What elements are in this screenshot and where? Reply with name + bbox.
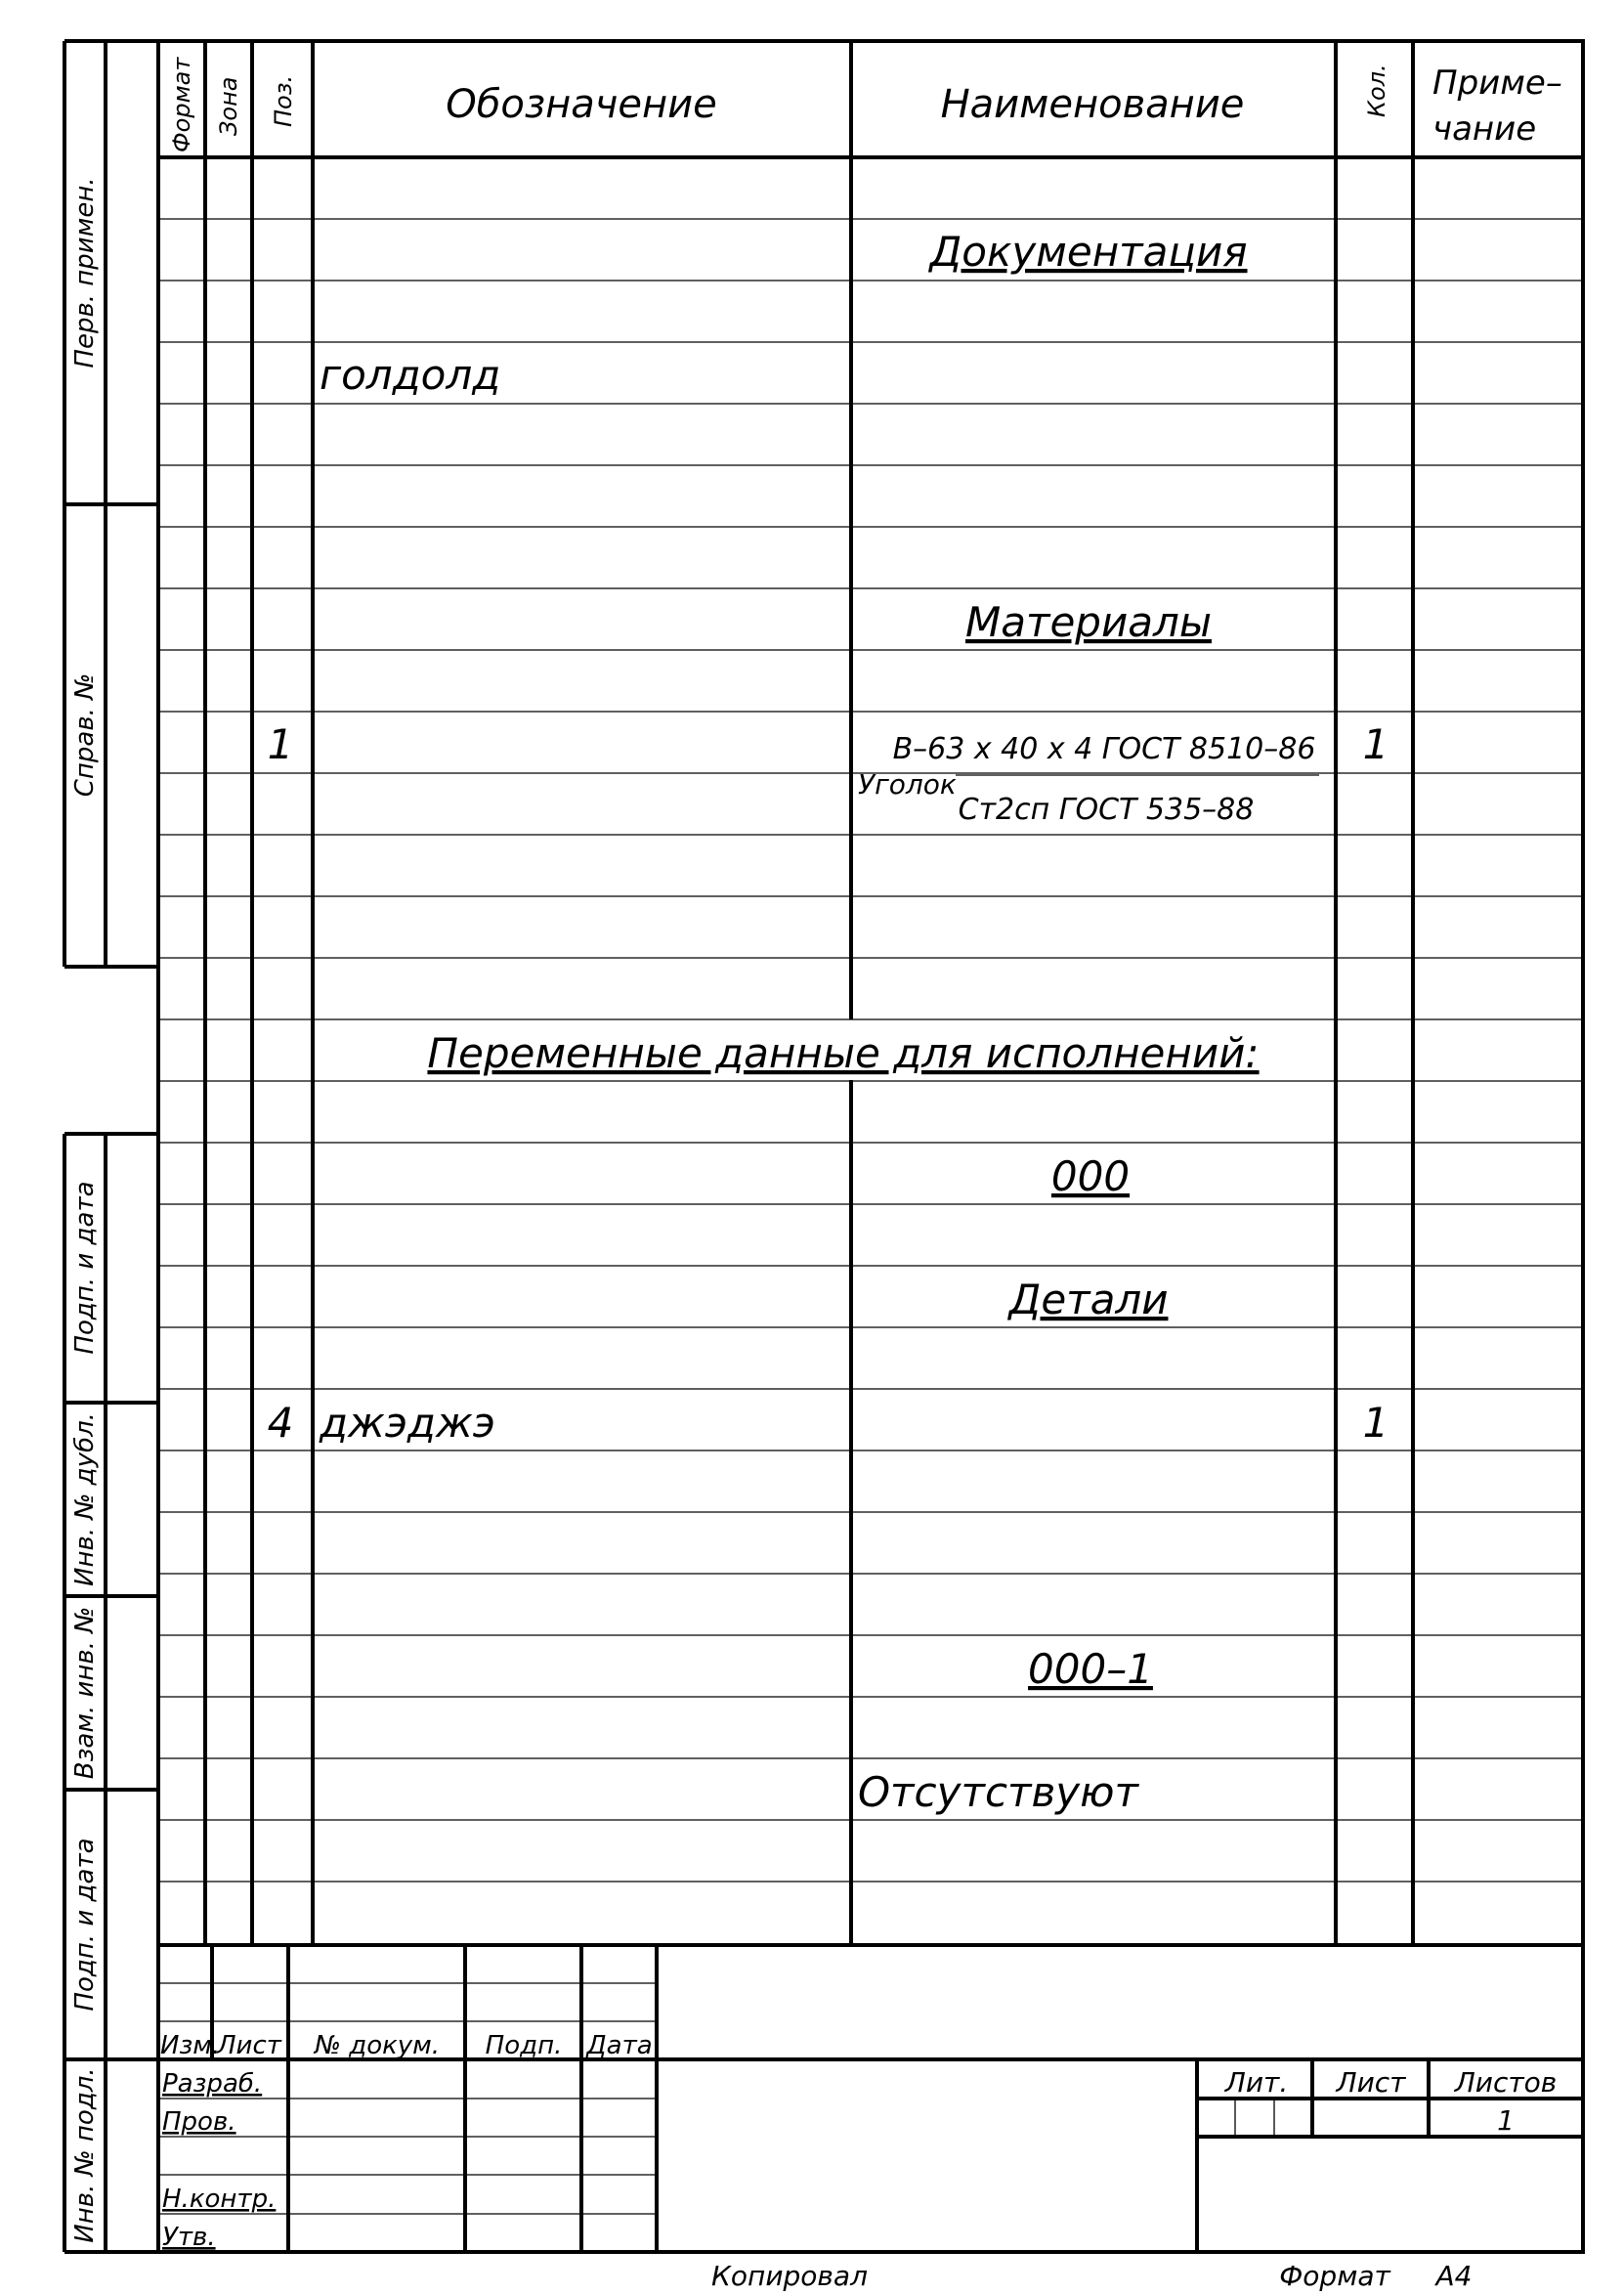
- header-note-line1: Приме–: [1432, 64, 1562, 103]
- header-note-line2: чание: [1432, 109, 1537, 149]
- tb-no-dokum: № докум.: [314, 2031, 441, 2060]
- side-label-sprav-no: Справ. №: [70, 672, 100, 798]
- footer-copied: Копировал: [711, 2260, 868, 2292]
- tb-data: Дата: [586, 2031, 653, 2060]
- tb-podp: Подп.: [485, 2031, 563, 2060]
- section-documentation: Документация: [929, 228, 1248, 276]
- section-materials: Материалы: [965, 598, 1212, 646]
- tb-list: Лист: [217, 2031, 281, 2060]
- tb-listov: Листов: [1454, 2066, 1558, 2099]
- header-format: Формат: [168, 57, 195, 152]
- side-label-podp-data-2: Подп. и дата: [70, 1838, 100, 2012]
- tb-utv: Утв.: [162, 2223, 216, 2252]
- side-label-vzam-inv: Взам. инв. №: [70, 1606, 100, 1780]
- header-designation: Обозначение: [446, 82, 717, 127]
- tb-n-kontr: Н.контр.: [162, 2185, 277, 2214]
- side-label-podp-data-1: Подп. и дата: [70, 1181, 100, 1355]
- footer-format-label: Формат: [1279, 2260, 1390, 2292]
- header-pos: Поз.: [270, 74, 297, 127]
- doc-item-designation: голдолд: [320, 351, 501, 399]
- grid-lines: [64, 41, 1583, 2252]
- header-qty: Кол.: [1363, 64, 1390, 117]
- variant-000: 000: [1050, 1152, 1131, 1200]
- material-profile: В–63 х 40 х 4 ГОСТ 8510–86: [892, 732, 1316, 766]
- side-label-perv-primen: Перв. примен.: [70, 177, 100, 368]
- tb-listov-value: 1: [1497, 2104, 1515, 2137]
- side-labels: [70, 177, 100, 2242]
- side-label-inv-podl: Инв. № подл.: [70, 2067, 100, 2243]
- header-name: Наименование: [940, 82, 1245, 127]
- footer-format-value: А4: [1435, 2260, 1473, 2292]
- table-header: [168, 57, 1562, 152]
- part-designation: джэджэ: [320, 1399, 495, 1447]
- variant-000-1: 000–1: [1028, 1645, 1153, 1693]
- section-variable-data: Переменные данные для исполнений:: [427, 1029, 1260, 1077]
- header-zone: Зона: [215, 76, 242, 136]
- part-position: 4: [267, 1399, 294, 1447]
- footer: [711, 2260, 1472, 2292]
- absent-label: Отсутствуют: [858, 1768, 1138, 1816]
- material-name: Уголок: [858, 768, 957, 801]
- tb-prov: Пров.: [162, 2107, 236, 2137]
- tb-list2: Лист: [1336, 2066, 1406, 2099]
- material-quantity: 1: [1362, 720, 1389, 768]
- tb-razrab: Разраб.: [162, 2069, 263, 2099]
- material-steel-grade: Ст2сп ГОСТ 535–88: [958, 793, 1255, 827]
- tb-izm: Изм.: [160, 2031, 221, 2060]
- material-position: 1: [267, 720, 294, 768]
- side-label-inv-dubl: Инв. № дубл.: [70, 1412, 100, 1586]
- table-body: [268, 228, 1389, 1816]
- title-block: [160, 2031, 1557, 2252]
- part-quantity: 1: [1362, 1399, 1389, 1447]
- section-parts: Детали: [1008, 1276, 1169, 1323]
- tb-lit: Лит.: [1224, 2066, 1289, 2099]
